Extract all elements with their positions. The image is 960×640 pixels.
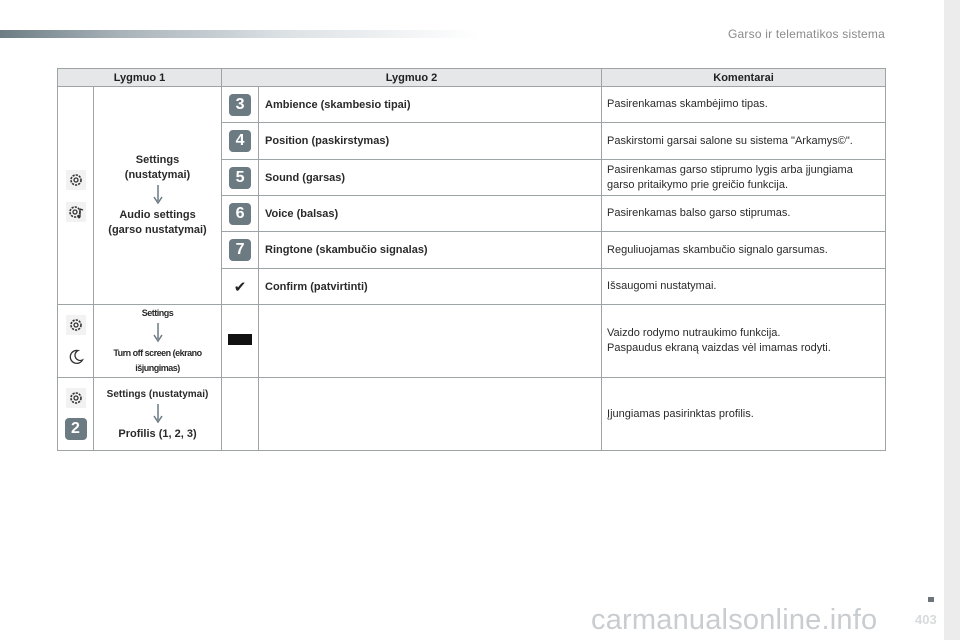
settings-gear-icon (66, 170, 86, 190)
comment-cell (602, 305, 886, 378)
table-header-row (58, 69, 886, 87)
comment-cell: Įjungiamas pasirinktas profilis. (602, 378, 886, 451)
page-marker (928, 597, 934, 602)
col-header-comments: Komentarai (602, 69, 886, 87)
level2-cell: Voice (balsas) (259, 196, 602, 232)
down-arrow-icon (153, 323, 163, 343)
badge-cell (222, 269, 259, 305)
level1-audio-settings-sub: (garso nustatymai) (108, 224, 207, 236)
badge-cell (222, 305, 259, 378)
comment-cell: Paskirstomi garsai salone su sistema "Arkamys©". (602, 123, 886, 160)
number-badge: 2 (65, 418, 87, 440)
badge-cell (222, 196, 259, 232)
down-arrow-icon (153, 185, 163, 205)
badge-cell (222, 160, 259, 196)
header-gradient-bar (0, 30, 480, 38)
comment-cell: Pasirenkamas skambėjimo tipas. (602, 87, 886, 123)
table-row (58, 305, 886, 378)
level1-settings-sub: (nustatymai) (124, 169, 191, 181)
group3-icons-cell (58, 378, 94, 451)
table-row (58, 87, 886, 123)
group1-icons-cell (58, 87, 94, 305)
settings-table (57, 68, 886, 451)
level1-audio-settings-label: Audio settings (119, 209, 196, 221)
level2-cell: Ambience (skambesio tipai) (259, 87, 602, 123)
group2-icons-cell (58, 305, 94, 378)
comment-cell: Pasirenkamas garso stiprumo lygis arba įjungiama garso pritaikymo prie greičio funkcija. (602, 160, 886, 196)
badge-cell (222, 378, 259, 451)
level1-settings-label: Settings (141, 308, 174, 318)
level1-settings-label: Settings (nustatymai) (106, 388, 209, 400)
comment-cell: Pasirenkamas balso garso stiprumas. (602, 196, 886, 232)
group3-level1-cell (94, 378, 222, 451)
number-badge: 4 (229, 130, 251, 152)
badge-cell (222, 232, 259, 269)
down-arrow-icon (153, 404, 163, 424)
level1-settings-label: Settings (135, 154, 180, 166)
comment-cell: Išsaugomi nustatymai. (602, 269, 886, 305)
comment-cell: Reguliuojamas skambučio signalo garsumas. (602, 232, 886, 269)
checkmark-icon: ✔ (233, 278, 247, 296)
badge-cell (222, 123, 259, 160)
comment-line: Paspaudus ekraną vaizdas vėl imamas rodyti. (607, 342, 831, 354)
settings-gear-icon (66, 388, 86, 408)
level1-profile-label: Profilis (1, 2, 3) (118, 427, 197, 440)
audio-settings-icon (66, 202, 86, 222)
level2-cell (259, 378, 602, 451)
level2-cell: Ringtone (skambučio signalas) (259, 232, 602, 269)
level2-cell: Sound (garsas) (259, 160, 602, 196)
black-screen-icon (228, 334, 252, 345)
level2-cell: Confirm (patvirtinti) (259, 269, 602, 305)
col-header-level2: Lygmuo 2 (222, 69, 602, 87)
level2-cell (259, 305, 602, 378)
settings-gear-icon (66, 315, 86, 335)
number-badge: 5 (229, 167, 251, 189)
number-badge: 6 (229, 203, 251, 225)
watermark: carmanualsonline.info (591, 604, 878, 636)
badge-cell (222, 87, 259, 123)
level1-turn-off-screen-label: Turn off screen (ekrano išjungimas) (113, 348, 202, 373)
group2-level1-cell (94, 305, 222, 378)
level2-cell: Position (paskirstymas) (259, 123, 602, 160)
group1-level1-cell (94, 87, 222, 305)
number-badge: 7 (229, 239, 251, 261)
table-row (58, 378, 886, 451)
comment-line: Vaizdo rodymo nutraukimo funkcija. (607, 327, 781, 339)
page-number: 403 (915, 612, 937, 627)
section-title: Garso ir telematikos sistema (728, 27, 885, 41)
page-edge-strip (944, 0, 960, 640)
col-header-level1: Lygmuo 1 (58, 69, 222, 87)
moon-icon (66, 347, 86, 367)
number-badge: 3 (229, 94, 251, 116)
